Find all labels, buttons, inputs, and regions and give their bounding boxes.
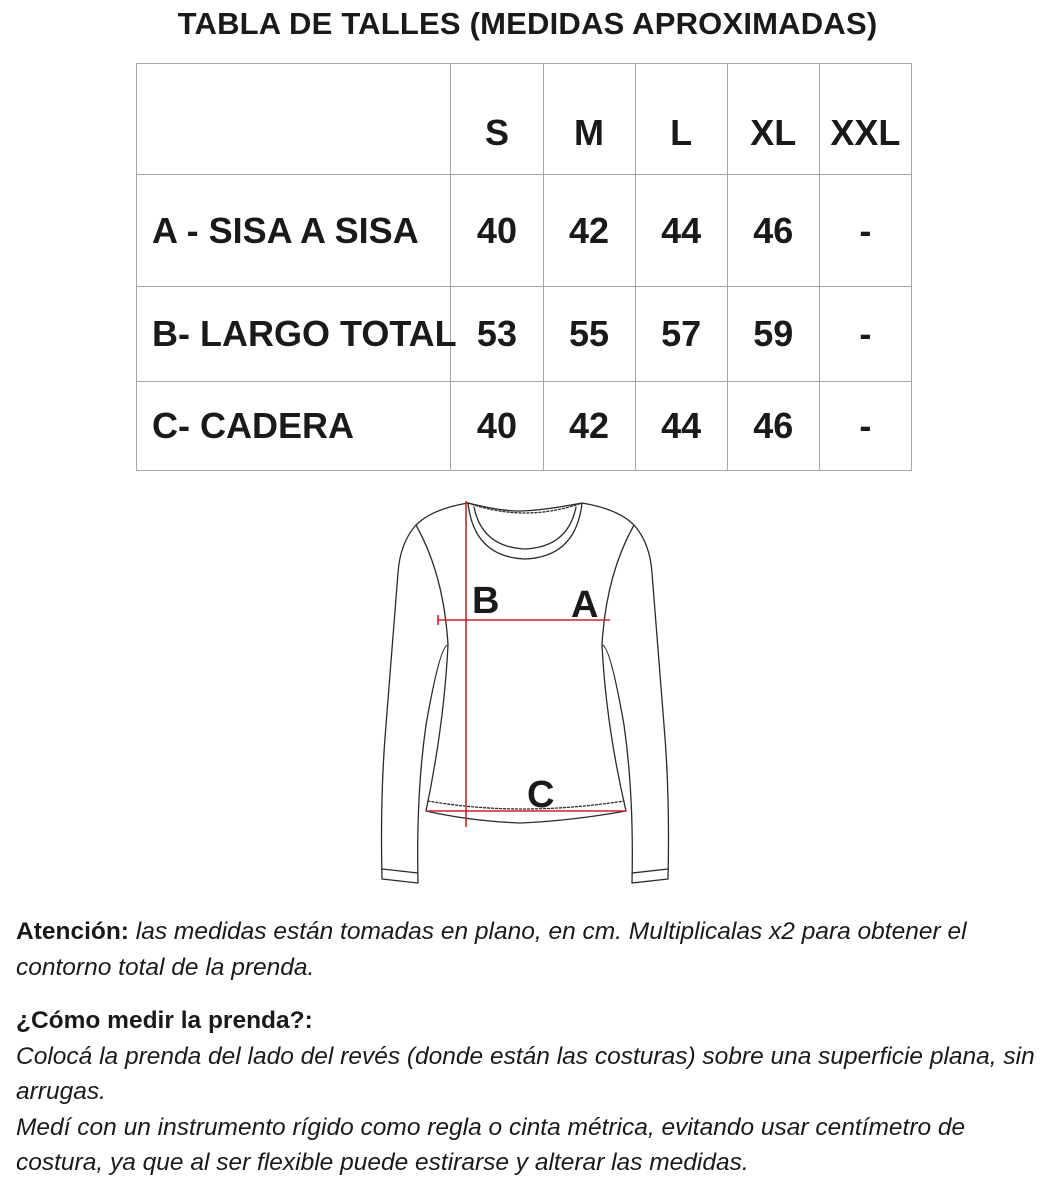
cell-value: 44 (635, 382, 727, 471)
cell-value: 55 (543, 287, 635, 382)
measure-label-b: B (472, 580, 500, 622)
long-sleeve-shirt-icon (382, 503, 669, 883)
cell-value: - (819, 287, 911, 382)
hem-seam (428, 801, 624, 809)
cell-value: 46 (727, 175, 819, 287)
table-row (137, 287, 912, 382)
header-size-m: M (543, 64, 635, 175)
how-line1-text: Colocá la prenda del lado del revés (donde están las costuras) sobre una superficie plana, sin arrugas. (16, 1042, 1035, 1105)
header-size-l: L (635, 64, 727, 175)
attention-label: Atención: (16, 918, 129, 945)
size-chart-table (136, 63, 912, 471)
header-empty-cell (137, 64, 451, 175)
measure-label-c: C (527, 774, 555, 816)
cell-value: - (819, 175, 911, 287)
cell-value: 40 (451, 382, 543, 471)
header-size-xxl: XXL (819, 64, 911, 175)
how-title-text: ¿Cómo medir la prenda?: (16, 1007, 313, 1034)
cell-value: 46 (727, 382, 819, 471)
page-title: TABLA DE TALLES (MEDIDAS APROXIMADAS) (177, 6, 878, 41)
how-to-measure-title (16, 1003, 1046, 1039)
cell-value: 57 (635, 287, 727, 382)
how-line2-text: Medí con un instrumento rígido como regla o cinta métrica, evitando usar centímetro de costura, ya que al ser flexible puede estirarse y alterar las medidas. (16, 1113, 966, 1176)
row-label-sisa: A - SISA A SISA (137, 175, 451, 287)
header-size-xl: XL (727, 64, 819, 175)
left-cuff-seam (382, 869, 418, 873)
cell-value: 53 (451, 287, 543, 382)
garment-diagram (370, 495, 670, 895)
attention-text: las medidas están tomadas en plano, en cm. Multiplicalas x2 para obtener el contorno total de la prenda. (16, 918, 967, 981)
header-size-s: S (451, 64, 543, 175)
cell-value: - (819, 382, 911, 471)
row-label-cadera: C- CADERA (137, 382, 451, 471)
table-header-row (137, 64, 912, 175)
cell-value: 59 (727, 287, 819, 382)
right-cuff-seam (632, 869, 668, 873)
attention-paragraph (16, 914, 1046, 985)
cell-value: 42 (543, 175, 635, 287)
cell-value: 42 (543, 382, 635, 471)
table-row (137, 175, 912, 287)
shirt-body-outline (416, 503, 634, 823)
notes-section (16, 914, 1046, 1181)
measure-label-a: A (571, 584, 599, 626)
neckline-back (468, 503, 582, 513)
cell-value: 40 (451, 175, 543, 287)
cell-value: 44 (635, 175, 727, 287)
row-label-largo: B- LARGO TOTAL (137, 287, 451, 382)
how-to-measure-line1 (16, 1039, 1046, 1110)
table-row (137, 382, 912, 471)
how-to-measure-line2 (16, 1110, 1046, 1181)
